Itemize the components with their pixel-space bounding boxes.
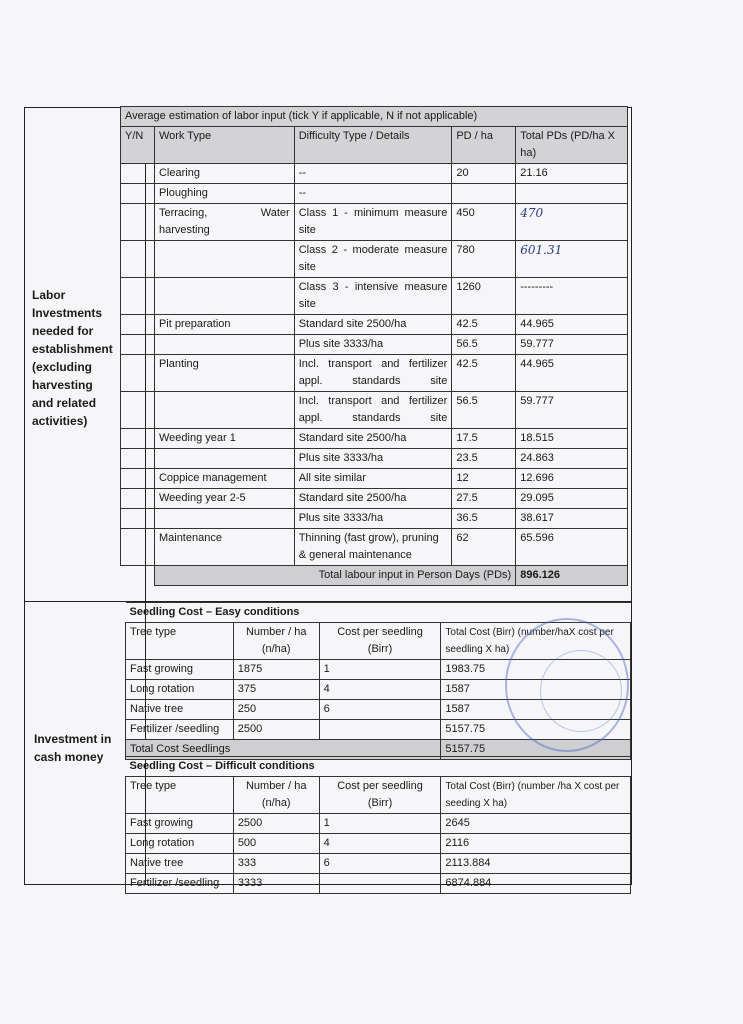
pd-cell: 1260 xyxy=(452,278,516,315)
header-total-cost: Total Cost (Birr) (number/haX cost per seedling X ha) xyxy=(441,623,631,660)
number-cell: 375 xyxy=(233,680,319,700)
detail-cell: Class 3 - intensive measure site xyxy=(294,278,452,315)
work-cell: Ploughing xyxy=(154,184,294,204)
total-cell: 2116 xyxy=(441,834,631,854)
side-label-line: establishment xyxy=(32,342,113,356)
total-cell: 65.596 xyxy=(516,529,628,566)
cost-cell: 6 xyxy=(319,700,441,720)
total-cell: 6874.884 xyxy=(441,874,631,894)
table-row xyxy=(126,874,631,894)
work-cell xyxy=(154,392,294,429)
work-cell xyxy=(154,241,294,278)
table-row xyxy=(121,315,628,335)
cost-cell: 1 xyxy=(319,814,441,834)
handwritten-total-cell: 601.31 xyxy=(516,241,628,278)
detail-cell: Standard site 2500/ha xyxy=(294,315,452,335)
side-label-line: activities) xyxy=(32,414,88,428)
header-number: Number / ha (n/ha) xyxy=(233,623,319,660)
header-total-pds: Total PDs (PD/ha X ha) xyxy=(516,127,628,164)
total-cell: 5157.75 xyxy=(441,720,631,740)
work-cell: Weeding year 2-5 xyxy=(154,489,294,509)
tree-type-cell: Fast growing xyxy=(126,660,234,680)
total-cell: 12.696 xyxy=(516,469,628,489)
work-cell: Clearing xyxy=(154,164,294,184)
easy-section-title: Seedling Cost – Easy conditions xyxy=(126,603,631,623)
total-cell: --------- xyxy=(516,278,628,315)
detail-cell: -- xyxy=(294,184,452,204)
tree-type-cell: Native tree xyxy=(126,854,234,874)
handwritten-total-cell: 470 xyxy=(516,204,628,241)
pd-cell: 23.5 xyxy=(452,449,516,469)
number-cell: 333 xyxy=(233,854,319,874)
total-seedlings-label: Total Cost Seedlings xyxy=(126,740,441,760)
pd-cell: 36.5 xyxy=(452,509,516,529)
table-row xyxy=(126,854,631,874)
pd-cell: 450 xyxy=(452,204,516,241)
total-cell: 1587 xyxy=(441,680,631,700)
number-cell: 500 xyxy=(233,834,319,854)
side-label-line: and related xyxy=(32,396,97,410)
total-cell: 24.863 xyxy=(516,449,628,469)
labor-side-label xyxy=(32,286,113,430)
cost-cell xyxy=(319,874,441,894)
detail-cell: -- xyxy=(294,164,452,184)
yn-cell xyxy=(121,241,155,278)
work-cell: Maintenance xyxy=(154,529,294,566)
total-cell: 44.965 xyxy=(516,355,628,392)
table-row xyxy=(126,814,631,834)
labor-caption: Average estimation of labor input (tick Y if applicable, N if not applicable) xyxy=(121,107,628,127)
table-row xyxy=(126,834,631,854)
header-cost: Cost per seedling (Birr) xyxy=(319,777,441,814)
pd-cell: 12 xyxy=(452,469,516,489)
detail-cell: Class 2 - moderate measure site xyxy=(294,241,452,278)
table-row xyxy=(121,392,628,429)
total-cell: 2113.884 xyxy=(441,854,631,874)
pd-cell: 20 xyxy=(452,164,516,184)
number-cell: 2500 xyxy=(233,814,319,834)
detail-cell: Plus site 3333/ha xyxy=(294,509,452,529)
table-row xyxy=(121,164,628,184)
side-label-line: cash money xyxy=(34,750,104,764)
side-label-line: Investment in xyxy=(34,732,112,746)
header-yn: Y/N xyxy=(121,127,155,164)
table-row xyxy=(121,241,628,278)
pd-cell xyxy=(452,184,516,204)
cost-cell: 4 xyxy=(319,834,441,854)
work-cell xyxy=(154,449,294,469)
total-cell: 2645 xyxy=(441,814,631,834)
table-row xyxy=(121,184,628,204)
total-cell: 29.095 xyxy=(516,489,628,509)
cost-cell: 6 xyxy=(319,854,441,874)
pd-cell: 27.5 xyxy=(452,489,516,509)
yn-cell xyxy=(121,392,155,429)
detail-cell: Plus site 3333/ha xyxy=(294,335,452,355)
header-number: Number / ha (n/ha) xyxy=(233,777,319,814)
yn-cell xyxy=(121,469,155,489)
tree-type-cell: Long rotation xyxy=(126,680,234,700)
table-row xyxy=(121,529,628,566)
difficult-seedling-table xyxy=(125,756,631,894)
header-tree-type: Tree type xyxy=(126,623,234,660)
number-cell: 2500 xyxy=(233,720,319,740)
work-cell xyxy=(154,278,294,315)
table-row xyxy=(121,489,628,509)
number-cell: 250 xyxy=(233,700,319,720)
detail-cell: All site similar xyxy=(294,469,452,489)
yn-cell xyxy=(121,509,155,529)
pd-cell: 17.5 xyxy=(452,429,516,449)
labor-input-table xyxy=(120,106,628,586)
header-tree-type: Tree type xyxy=(126,777,234,814)
total-cell xyxy=(516,184,628,204)
detail-cell: Class 1 - minimum measure site xyxy=(294,204,452,241)
total-seedlings-value: 5157.75 xyxy=(441,740,631,760)
work-cell: Pit preparation xyxy=(154,315,294,335)
total-cell: 59.777 xyxy=(516,335,628,355)
yn-cell xyxy=(121,204,155,241)
cost-cell: 1 xyxy=(319,660,441,680)
work-cell xyxy=(154,335,294,355)
number-cell: 1875 xyxy=(233,660,319,680)
yn-cell xyxy=(121,429,155,449)
table-row xyxy=(121,335,628,355)
header-total-cost: Total Cost (Birr) (number /ha X cost per seeding X ha) xyxy=(441,777,631,814)
tree-type-cell: Fast growing xyxy=(126,814,234,834)
total-cell: 1983.75 xyxy=(441,660,631,680)
total-labour-label: Total labour input in Person Days (PDs) xyxy=(154,566,515,586)
total-cell: 38.617 xyxy=(516,509,628,529)
yn-cell xyxy=(121,184,155,204)
number-cell: 3333 xyxy=(233,874,319,894)
pd-cell: 56.5 xyxy=(452,335,516,355)
total-labour-value: 896.126 xyxy=(516,566,628,586)
table-row xyxy=(121,429,628,449)
tree-type-cell: Native tree xyxy=(126,700,234,720)
header-cost: Cost per seedling (Birr) xyxy=(319,623,441,660)
header-work-type: Work Type xyxy=(154,127,294,164)
work-cell: Coppice management xyxy=(154,469,294,489)
official-stamp-inner-ring xyxy=(540,650,622,732)
side-label-line: harvesting xyxy=(32,378,93,392)
side-label-line: needed for xyxy=(32,324,94,338)
yn-cell xyxy=(121,355,155,392)
detail-cell: Plus site 3333/ha xyxy=(294,449,452,469)
pd-cell: 42.5 xyxy=(452,355,516,392)
pd-cell: 62 xyxy=(452,529,516,566)
header-difficulty: Difficulty Type / Details xyxy=(294,127,452,164)
detail-cell: Standard site 2500/ha xyxy=(294,489,452,509)
table-row xyxy=(121,278,628,315)
work-cell xyxy=(154,509,294,529)
side-label-line: Labor xyxy=(32,288,66,302)
detail-cell: Standard site 2500/ha xyxy=(294,429,452,449)
tree-type-cell: Fertilizer /seedling xyxy=(126,720,234,740)
header-pd-ha: PD / ha xyxy=(452,127,516,164)
detail-cell: Thinning (fast grow), pruning & general maintenance xyxy=(294,529,452,566)
yn-cell xyxy=(121,335,155,355)
table-row xyxy=(121,355,628,392)
cost-cell: 4 xyxy=(319,680,441,700)
total-row xyxy=(121,566,628,586)
work-cell: Terracing, Water harvesting xyxy=(154,204,294,241)
detail-cell: Incl. transport and fertilizer appl. standards site xyxy=(294,392,452,429)
table-row xyxy=(121,469,628,489)
pd-cell: 780 xyxy=(452,241,516,278)
pd-cell: 56.5 xyxy=(452,392,516,429)
table-row xyxy=(121,449,628,469)
detail-cell: Incl. transport and fertilizer appl. standards site xyxy=(294,355,452,392)
work-cell: Weeding year 1 xyxy=(154,429,294,449)
cash-side-label xyxy=(34,730,111,766)
yn-cell xyxy=(121,529,155,566)
table-row xyxy=(121,509,628,529)
cost-cell xyxy=(319,720,441,740)
yn-cell xyxy=(121,278,155,315)
total-cell: 18.515 xyxy=(516,429,628,449)
work-cell: Planting xyxy=(154,355,294,392)
tree-type-cell: Fertilizer /seedling xyxy=(126,874,234,894)
yn-cell xyxy=(121,489,155,509)
total-cell: 59.777 xyxy=(516,392,628,429)
total-cell: 44.965 xyxy=(516,315,628,335)
side-label-line: Investments xyxy=(32,306,103,320)
difficult-section-title: Seedling Cost – Difficult conditions xyxy=(126,757,631,777)
total-cell: 1587 xyxy=(441,700,631,720)
yn-cell xyxy=(121,449,155,469)
table-row xyxy=(121,204,628,241)
yn-cell xyxy=(121,315,155,335)
pd-cell: 42.5 xyxy=(452,315,516,335)
total-cell: 21.16 xyxy=(516,164,628,184)
yn-cell xyxy=(121,164,155,184)
side-label-line: (excluding xyxy=(32,360,93,374)
tree-type-cell: Long rotation xyxy=(126,834,234,854)
